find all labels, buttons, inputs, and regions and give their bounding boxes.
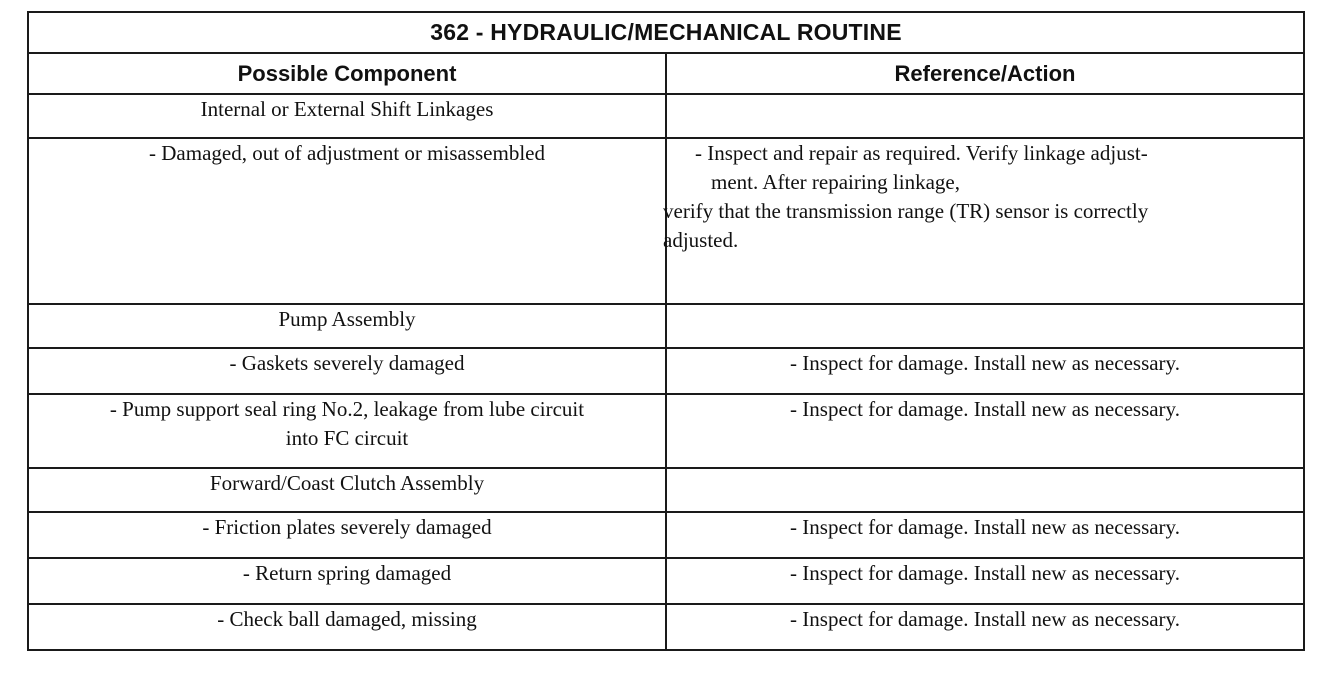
action-cell: - Inspect for damage. Install new as necessary. (666, 394, 1304, 468)
action-line: - Inspect and repair as required. Verify linkage adjust- (695, 141, 1148, 165)
routine-table (27, 11, 1305, 651)
component-cell: Internal or External Shift Linkages (28, 94, 666, 138)
table-row (28, 558, 1304, 604)
component-line: - Pump support seal ring No.2, leakage from lube circuit (109, 397, 585, 421)
column-header-action: Reference/Action (666, 53, 1304, 94)
component-cell: - Check ball damaged, missing (28, 604, 666, 650)
action-cell (666, 468, 1304, 512)
table-row (28, 138, 1304, 304)
table-row (28, 512, 1304, 558)
component-cell: Pump Assembly (28, 304, 666, 348)
table-title: 362 - HYDRAULIC/MECHANICAL ROUTINE (28, 12, 1304, 53)
title-row (28, 12, 1304, 53)
action-cell (663, 138, 1304, 304)
action-cell (666, 94, 1304, 138)
component-cell: - Return spring damaged (28, 558, 666, 604)
component-cell: Forward/Coast Clutch Assembly (28, 468, 666, 512)
action-cell: - Inspect for damage. Install new as necessary. (666, 558, 1304, 604)
action-line: verify that the transmission range (TR) sensor is correctly (663, 199, 1149, 223)
table-row (28, 468, 1304, 512)
table-row (28, 348, 1304, 394)
table-row (28, 304, 1304, 348)
component-line: into FC circuit (285, 426, 409, 450)
action-cell (666, 304, 1304, 348)
action-line: adjusted. (663, 228, 739, 252)
action-cell: - Inspect for damage. Install new as necessary. (666, 512, 1304, 558)
action-text-block (663, 139, 1303, 255)
header-row (28, 53, 1304, 94)
action-line: ment. After repairing linkage, (711, 170, 960, 194)
component-cell (28, 394, 666, 468)
table-row (28, 604, 1304, 650)
column-header-component: Possible Component (28, 53, 666, 94)
component-cell: - Gaskets severely damaged (28, 348, 666, 394)
component-cell: - Damaged, out of adjustment or misassembled (28, 138, 666, 304)
action-cell: - Inspect for damage. Install new as necessary. (666, 604, 1304, 650)
table-row (28, 94, 1304, 138)
table-row (28, 394, 1304, 468)
action-cell: - Inspect for damage. Install new as necessary. (666, 348, 1304, 394)
component-cell: - Friction plates severely damaged (28, 512, 666, 558)
